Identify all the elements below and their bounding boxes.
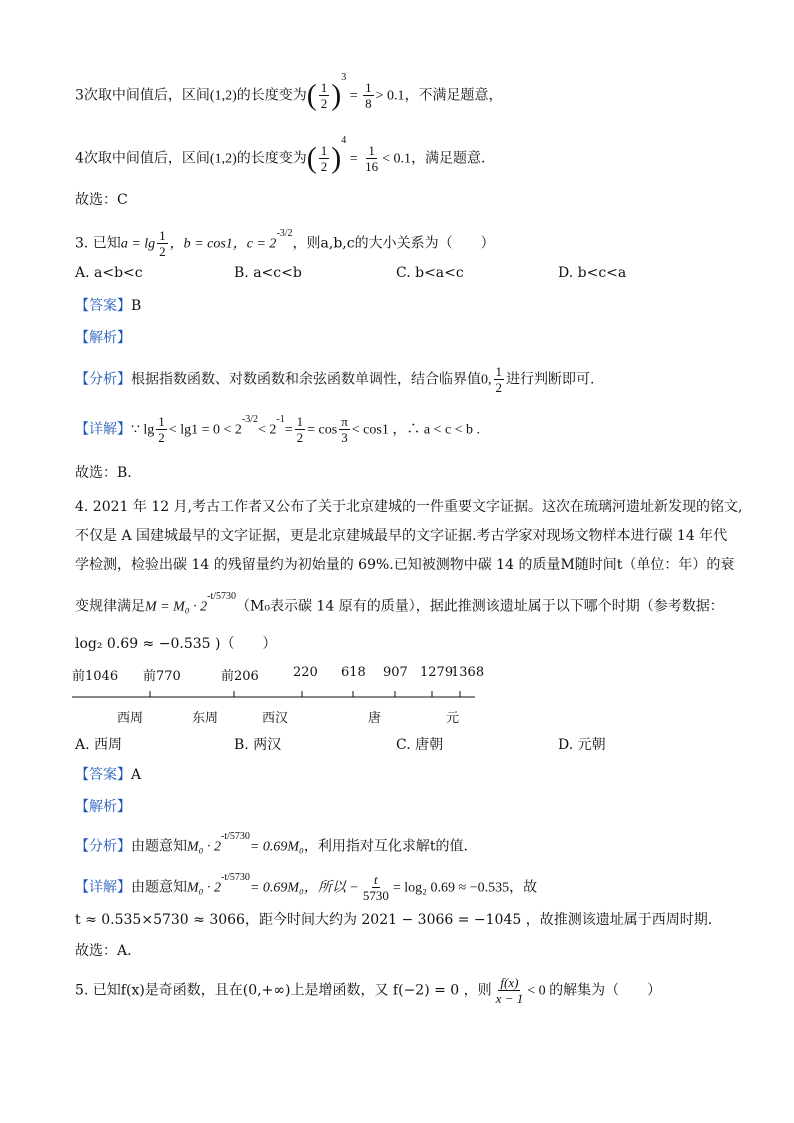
- fraction-half: $\frac{1}{2}$: [159, 228, 166, 259]
- fraction-half: $\frac{1}{2}$: [320, 143, 328, 174]
- timeline-year: 907: [383, 665, 408, 680]
- fraction-half: $\frac{1}{2}$: [158, 414, 165, 445]
- fraction-t-5730: $\frac{t}{5730}$: [362, 872, 389, 903]
- timeline-period: 元: [446, 711, 460, 726]
- q4-analysis-tag: [75, 797, 131, 817]
- q4-line4: [75, 593, 724, 618]
- q3-stem-post: ，则a,b,c的大小关系为（ ）: [292, 235, 495, 252]
- paren-open: (: [306, 78, 317, 112]
- detail-post: = log₂ 0.69 ≈ −0.535，故: [392, 880, 538, 896]
- q3-option-a: A. a<b<c: [75, 265, 143, 281]
- relation: > 0.1: [375, 88, 405, 104]
- q4-option-d: D. 元朝: [558, 737, 606, 753]
- fenxi-tag: 【分析】: [75, 838, 131, 855]
- detail-pre: 由题意知: [131, 879, 187, 896]
- fraction-result: $\frac{1}{16}$: [365, 143, 379, 174]
- exponent: -t/5730: [221, 871, 250, 883]
- timeline-period: 西汉: [262, 711, 289, 726]
- q5-stem-pre: 5. 已知f(x)是奇函数，且在(0,+∞)上是增函数，又 f(−2) = 0 ，则: [75, 982, 492, 999]
- q4-answer: [75, 765, 141, 785]
- fenxi-equation-rhs: = 0.69M₀: [249, 839, 304, 855]
- q4-option-b: B. 两汉: [234, 737, 282, 753]
- q3-option-d: D. b<c<a: [558, 265, 627, 281]
- timeline-year: 前206: [221, 669, 259, 684]
- timeline-period: 西周: [117, 711, 144, 726]
- q4-line4-post: （M₀表示碳 14 原有的质量），据此推测该遗址属于以下哪个时期（参考数据：: [236, 598, 724, 615]
- exponent: -3/2: [241, 413, 258, 425]
- decay-formula: M = M₀ · 2: [145, 599, 208, 615]
- q3-fenxi: [75, 364, 594, 395]
- exponent: -t/5730: [207, 591, 237, 602]
- timeline-year: 1279: [420, 665, 454, 680]
- q3-option-b: B. a<c<b: [234, 265, 302, 281]
- q2-line4-post: ，满足题意.: [411, 150, 486, 167]
- q3-stem: [75, 228, 495, 259]
- q5-stem-post: < 0 的解集为（ ）: [527, 983, 662, 999]
- q4-fenxi: [75, 833, 468, 858]
- answer-tag: 【答案】: [75, 298, 131, 314]
- exponent: 3: [341, 71, 347, 83]
- fenxi-end: 进行判断即可.: [506, 371, 595, 388]
- detail-equation-rhs: = 0.69M₀，所以 −: [249, 880, 359, 896]
- relation: < 0.1: [382, 151, 412, 167]
- timeline: [70, 665, 490, 730]
- c-exponent: -3/2: [276, 227, 293, 239]
- paren-close: ): [331, 141, 342, 175]
- exponent: 4: [341, 134, 347, 146]
- interval: (1,2): [209, 151, 237, 167]
- detail-part: < lg1 = 0 < 2: [168, 422, 242, 438]
- q3-detail: [75, 414, 480, 445]
- detail-tag: 【详解】: [75, 879, 131, 896]
- q2-line3-mid: 的长度变为: [236, 87, 307, 104]
- q3-choose: 故选：B.: [75, 465, 132, 481]
- timeline-period: 东周: [192, 711, 219, 726]
- timeline-period: 唐: [368, 711, 382, 726]
- q5-stem: [75, 975, 661, 1006]
- answer-tag: 【答案】: [75, 767, 131, 783]
- a-definition: a = lg: [120, 236, 156, 252]
- fenxi-equation: M₀ · 2: [187, 839, 222, 855]
- q4-line5: log₂ 0.69 ≈ −0.535 )（ ）: [75, 636, 277, 652]
- detail-part: ∵ lg: [131, 422, 155, 438]
- interval: (1,2): [209, 88, 237, 104]
- detail-equation: M₀ · 2: [187, 880, 222, 896]
- timeline-year: 前1046: [72, 669, 119, 684]
- q2-choose: 故选：C: [75, 192, 128, 208]
- fenxi-pre: 由题意知: [131, 838, 187, 855]
- q4-detail-line2: t ≈ 0.535×5730 ≈ 3066，距今时间大约为 2021 − 3066 = −1045 ，故推测该遗址属于西周时期.: [75, 912, 713, 928]
- detail-part: < cos1 ，∴ a < c < b .: [351, 422, 481, 438]
- fraction-pi-3: $\frac{\pi}{3}$: [341, 414, 348, 445]
- q4-line4-pre: 变规律满足: [75, 598, 145, 615]
- fraction-fx: $\frac{f(x)}{x - 1}$: [495, 975, 524, 1006]
- fenxi-values: 0,: [481, 372, 492, 388]
- q2-line3-post: ，不满足题意，: [404, 87, 503, 104]
- fraction-result: $\frac{1}{8}$: [365, 80, 372, 111]
- paren-open: (: [306, 141, 317, 175]
- timeline-year: 1368: [451, 665, 485, 680]
- q3-analysis-tag: [75, 328, 131, 348]
- q4-detail: [75, 872, 537, 903]
- answer-value: B: [131, 298, 142, 314]
- answer-value: A: [131, 767, 142, 783]
- analysis-tag: 【解析】: [75, 799, 131, 815]
- q4-line2: 不仅是 A 国建城最早的文字证据，更是北京建城最早的文字证据.考古学家对现场文物样本进行碳 14 年代: [75, 528, 728, 544]
- q4-option-a: A. 西周: [75, 737, 123, 753]
- exponent: -1: [276, 413, 285, 425]
- q3-answer: [75, 296, 141, 316]
- detail-tag: 【详解】: [75, 421, 131, 438]
- q3-stem-pre: 3. 已知: [75, 235, 121, 252]
- q2-line4-text: 4次取中间值后，区间: [75, 150, 210, 167]
- paren-close: ): [331, 78, 342, 112]
- timeline-year: 618: [341, 665, 366, 680]
- analysis-tag: 【解析】: [75, 330, 131, 346]
- q4-option-c: C. 唐朝: [396, 737, 444, 753]
- q2-line3-text: 3次取中间值后，区间: [75, 87, 210, 104]
- c-definition: c = 2: [246, 236, 277, 252]
- b-definition: ，b = cos1，: [169, 236, 247, 252]
- fraction-half: $\frac{1}{2}$: [296, 414, 304, 445]
- detail-part: =: [284, 422, 293, 438]
- q4-line3: 学检测，检验出碳 14 的残留量约为初始量的 69%.已知被测物中碳 14 的质量M随时间t（单位：年）的衰: [75, 557, 735, 573]
- q2-line4-mid: 的长度变为: [236, 150, 307, 167]
- timeline-year: 220: [293, 665, 318, 680]
- q2-line4: 4次取中间值后，区间(1,2)的长度变为( $\frac{1}{2}$ )$^4$ = $\frac{1}{16}$ < 0.1，满足题意.: [75, 134, 486, 175]
- q4-line1: 4. 2021 年 12 月,考古工作者又公布了关于北京建城的一件重要文字证据。这次在琉璃河遗址新发现的铭文,: [75, 499, 743, 515]
- fenxi-text: 根据指数函数、对数函数和余弦函数单调性，结合临界值: [131, 371, 481, 388]
- q2-line3: 3次取中间值后，区间(1,2)的长度变为( $\frac{1}{2}$ )$^3$ = $\frac{1}{8}$ > 0.1，不满足题意，: [75, 71, 503, 112]
- fraction-half: $\frac{1}{2}$: [495, 364, 502, 395]
- detail-part: < 2: [257, 422, 277, 438]
- detail-part: = cos: [307, 422, 338, 438]
- fraction-half: $\frac{1}{2}$: [320, 80, 328, 111]
- q3-option-c: C. b<a<c: [396, 265, 464, 281]
- fenxi-post: ，利用指对互化求解t的值.: [303, 838, 468, 855]
- exponent: -t/5730: [221, 831, 250, 842]
- q4-choose: 故选：A.: [75, 943, 132, 959]
- fenxi-tag: 【分析】: [75, 371, 131, 388]
- timeline-year: 前770: [143, 669, 181, 684]
